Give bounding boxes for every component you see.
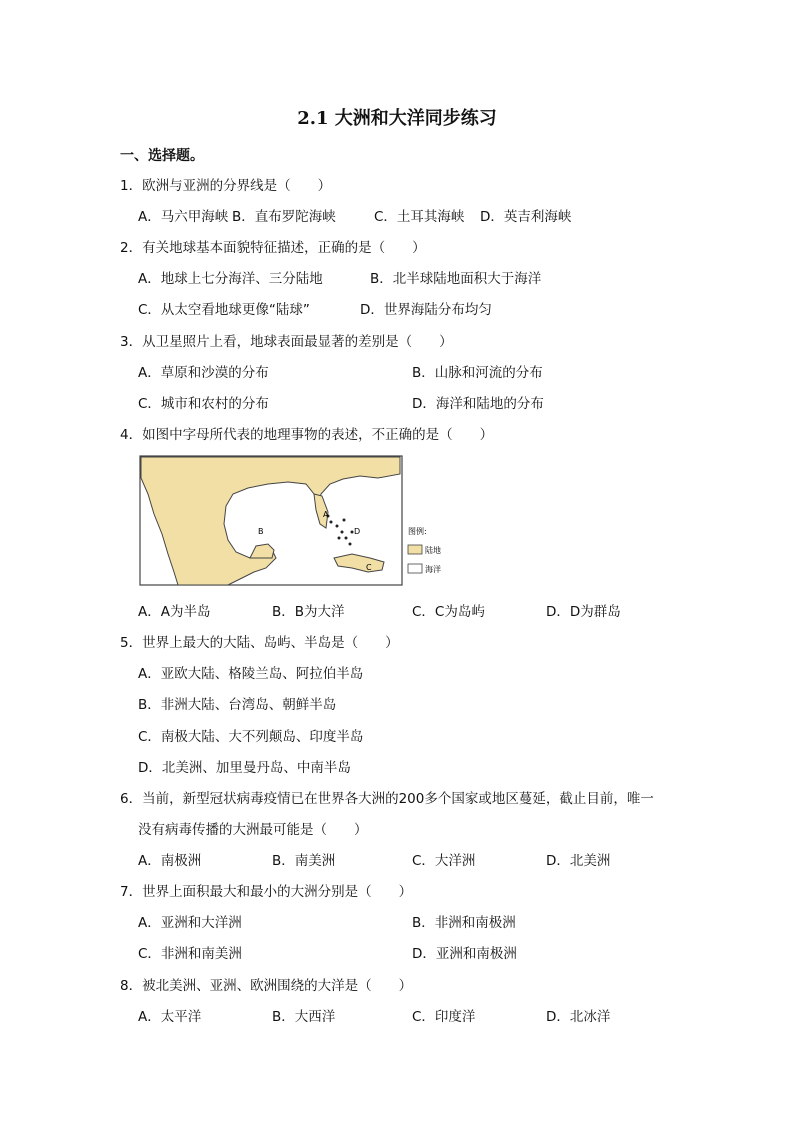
question-6-option-b[interactable]: B．南美洲 — [272, 853, 336, 869]
question-1-option-a[interactable]: A．马六甲海峡 — [138, 209, 229, 225]
legend-land-label: 陆地 — [425, 546, 441, 555]
question-3-stem: 3．从卫星照片上看，地球表面最显著的差别是（ ） — [120, 334, 453, 350]
question-7-option-d[interactable]: D．亚洲和南极洲 — [412, 946, 517, 962]
question-5-option-b[interactable]: B．非洲大陆、台湾岛、朝鲜半岛 — [138, 697, 337, 713]
caribbean-map-figure — [138, 454, 458, 587]
question-4-option-b[interactable]: B．B为大洋 — [272, 604, 345, 620]
legend-title: 图例: — [408, 527, 427, 536]
question-6-stem-continued: 没有病毒传播的大洲最可能是（ ） — [138, 822, 368, 838]
question-7-option-a[interactable]: A．亚洲和大洋洲 — [138, 915, 242, 931]
question-4-stem: 4．如图中字母所代表的地理事物的表述，不正确的是（ ） — [120, 427, 494, 443]
question-2-option-c[interactable]: C．从太空看地球更像“陆球” — [138, 302, 310, 318]
question-8-option-d[interactable]: D．北冰洋 — [546, 1009, 611, 1025]
question-3-option-d[interactable]: D．海洋和陆地的分布 — [412, 396, 544, 412]
question-7-option-b[interactable]: B．非洲和南极洲 — [412, 915, 516, 931]
question-2-option-b[interactable]: B．北半球陆地面积大于海洋 — [370, 271, 542, 287]
question-3-option-b[interactable]: B．山脉和河流的分布 — [412, 365, 543, 381]
question-6-option-d[interactable]: D．北美洲 — [546, 853, 611, 869]
question-8-option-b[interactable]: B．大西洋 — [272, 1009, 336, 1025]
question-7-stem: 7．世界上面积最大和最小的大洲分别是（ ） — [120, 884, 413, 900]
question-5-option-a[interactable]: A．亚欧大陆、格陵兰岛、阿拉伯半岛 — [138, 666, 364, 682]
question-8-option-a[interactable]: A．太平洋 — [138, 1009, 202, 1025]
question-2-option-a[interactable]: A．地球上七分海洋、三分陆地 — [138, 271, 323, 287]
section-heading: 一、选择题。 — [120, 148, 204, 164]
question-5-option-c[interactable]: C．南极大陆、大不列颠岛、印度半岛 — [138, 729, 364, 745]
question-6-option-c[interactable]: C．大洋洲 — [412, 853, 476, 869]
question-3-option-c[interactable]: C．城市和农村的分布 — [138, 396, 269, 412]
page-title: 2.1 大洲和大洋同步练习 — [297, 108, 497, 129]
question-1-option-c[interactable]: C．土耳其海峡 — [374, 209, 465, 225]
question-2-option-d[interactable]: D．世界海陆分布均匀 — [360, 302, 492, 318]
question-1-option-d[interactable]: D．英吉利海峡 — [480, 209, 572, 225]
map-label-c: C — [366, 563, 372, 572]
question-1-option-b[interactable]: B．直布罗陀海峡 — [232, 209, 336, 225]
legend-sea-label: 海洋 — [425, 565, 441, 574]
question-3-option-a[interactable]: A．草原和沙漠的分布 — [138, 365, 269, 381]
question-8-option-c[interactable]: C．印度洋 — [412, 1009, 476, 1025]
question-6-option-a[interactable]: A．南极洲 — [138, 853, 202, 869]
map-label-b: B — [258, 527, 264, 536]
map-label-d: D — [354, 527, 361, 536]
legend-sea-swatch — [408, 564, 422, 573]
question-8-stem: 8．被北美洲、亚洲、欧洲围绕的大洋是（ ） — [120, 978, 413, 994]
question-5-option-d[interactable]: D．北美洲、加里曼丹岛、中南半岛 — [138, 760, 351, 776]
question-4-option-c[interactable]: C．C为岛屿 — [412, 604, 485, 620]
question-1-stem: 1．欧洲与亚洲的分界线是（ ） — [120, 178, 332, 194]
map-label-a: A — [323, 510, 329, 519]
question-4-option-d[interactable]: D．D为群岛 — [546, 604, 621, 620]
question-4-option-a[interactable]: A．A为半岛 — [138, 604, 211, 620]
legend-land-swatch — [408, 545, 422, 554]
question-5-stem: 5．世界上最大的大陆、岛屿、半岛是（ ） — [120, 635, 399, 651]
question-7-option-c[interactable]: C．非洲和南美洲 — [138, 946, 242, 962]
question-6-stem: 6．当前，新型冠状病毒疫情已在世界各大洲的200多个国家或地区蔓延，截止目前，唯一 — [120, 791, 654, 807]
question-2-stem: 2．有关地球基本面貌特征描述，正确的是（ ） — [120, 240, 426, 256]
